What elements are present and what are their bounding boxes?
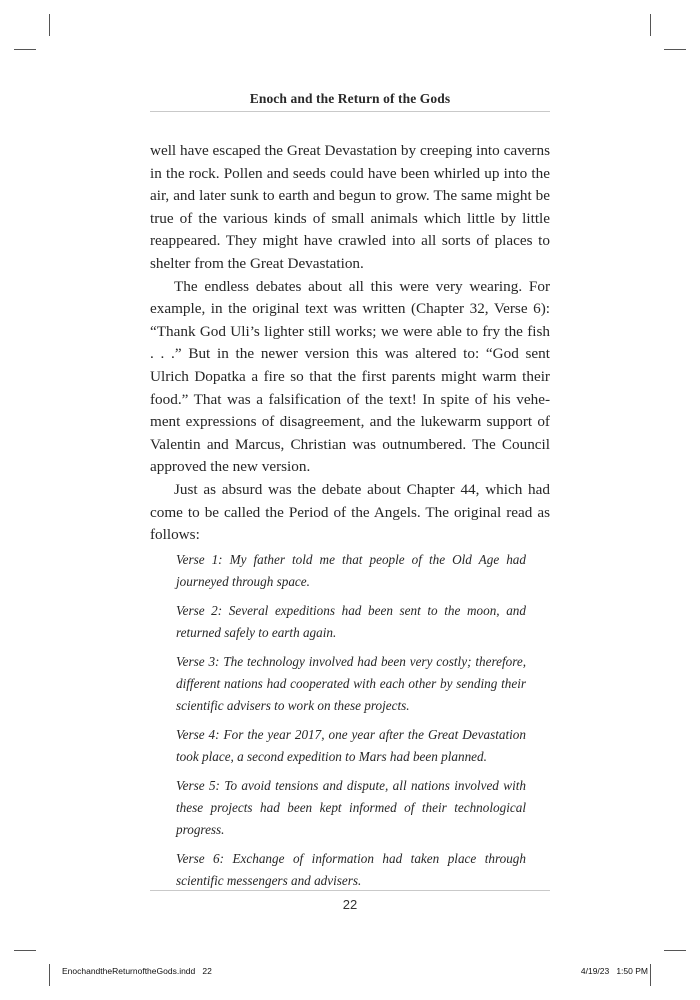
verse-block bbox=[176, 549, 526, 899]
crop-mark-top-left bbox=[49, 14, 50, 36]
verse: Verse 5: To avoid tensions and dispute, all nations involved with these projects had been kept informed of their technological progress. bbox=[176, 778, 526, 837]
verse: Verse 1: My father told me that people of the Old Age had journeyed through space. bbox=[176, 552, 526, 589]
running-head: Enoch and the Return of the Gods bbox=[249, 91, 451, 106]
footer-rule bbox=[150, 890, 550, 891]
paragraph: well have escaped the Great Devastation by creeping into caverns in the rock. Pollen and seeds could have been whirled up into the air, and later sunk to earth and begun to grow. The same might be true of the various kinds of small animals which little by little reappeared. They might have crawled into all sorts of places to shelter from the Great Devastation. bbox=[150, 142, 550, 272]
page-number: 22 bbox=[342, 897, 358, 912]
crop-mark-bottom-right bbox=[650, 964, 651, 986]
body-text bbox=[150, 140, 550, 547]
crop-mark-bottom-left-h bbox=[14, 950, 36, 951]
slug-datetime: 4/19/23 1:50 PM bbox=[580, 966, 648, 976]
crop-mark-top-right-h bbox=[664, 49, 686, 50]
crop-mark-bottom-left bbox=[49, 964, 50, 986]
crop-mark-bottom-right-h bbox=[664, 950, 686, 951]
verse: Verse 4: For the year 2017, one year after the Great Devastation took place, a second expedition to Mars had been planned. bbox=[176, 727, 526, 764]
header-rule bbox=[150, 111, 550, 112]
paragraph: The endless debates about all this were very wearing. For example, in the original text was written (Chapter 32, Verse 6): “Thank God Uli’s lighter still works; we were able to fry the fish . . .” But in the newer version this was altered to: “God sent Ulrich Dopatka a fire so that the first parents might warm their food.” That was a falsification of the text! In spite of his vehement expressions of disagreement, and the lukewarm support of Valentin and Marcus, Christian was outnumbered. The Council approved the new version. bbox=[150, 277, 550, 476]
paragraph: Just as absurd was the debate about Chapter 44, which had come to be called the Period of the Angels. The original read as follows: bbox=[150, 480, 550, 544]
verse: Verse 3: The technology involved had been very costly; therefore, different nations had cooperated with each other by sending their scientific advisers to work on these projects. bbox=[176, 654, 526, 713]
verse: Verse 2: Several expeditions had been sent to the moon, and returned safely to earth again. bbox=[176, 603, 526, 640]
verse: Verse 6: Exchange of information had taken place through scientific messengers and advisers. bbox=[176, 851, 526, 888]
slug-filename: EnochandtheReturnoftheGods.indd 22 bbox=[62, 966, 212, 976]
crop-mark-top-left-h bbox=[14, 49, 36, 50]
crop-mark-top-right bbox=[650, 14, 651, 36]
